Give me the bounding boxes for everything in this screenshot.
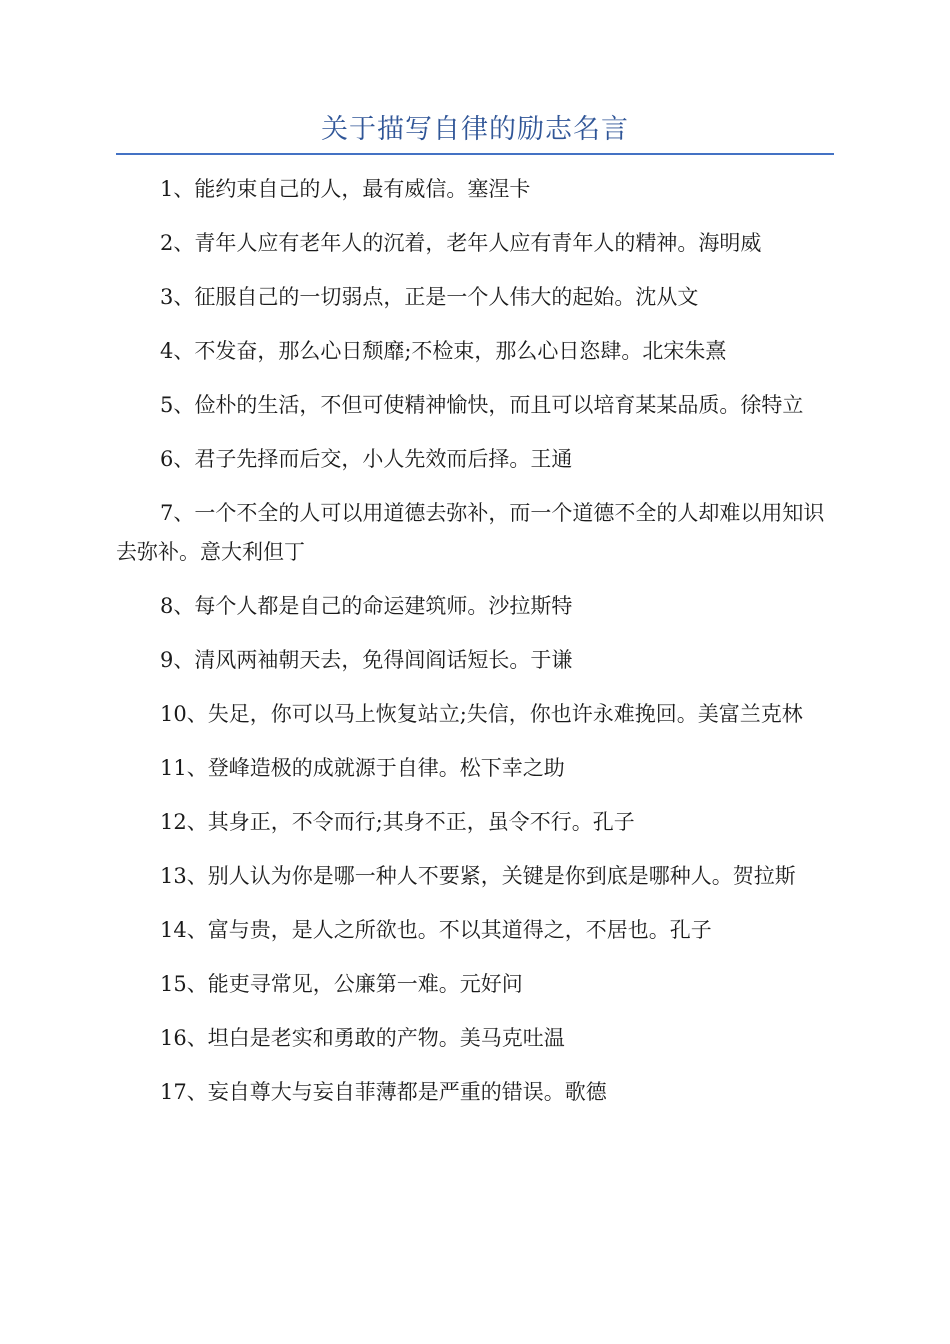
quote-list [116, 170, 834, 1127]
quote-item: 2、青年人应有老年人的沉着，老年人应有青年人的精神。海明威 [160, 231, 762, 255]
quote-item: 16、坦白是老实和勇敢的产物。美马克吐温 [160, 1026, 565, 1050]
quote-item: 12、其身正，不令而行;其身不正，虽令不行。孔子 [160, 810, 635, 834]
quote-item: 17、妄自尊大与妄自菲薄都是严重的错误。歌德 [160, 1080, 607, 1104]
quote-item: 11、登峰造极的成就源于自律。松下幸之助 [160, 756, 565, 780]
quote-item: 14、富与贵，是人之所欲也。不以其道得之，不居也。孔子 [160, 918, 712, 942]
quote-item: 9、清风两袖朝天去，免得闾阎话短长。于谦 [160, 648, 573, 672]
quote-item: 10、失足，你可以马上恢复站立;失信，你也许永难挽回。美富兰克林 [160, 702, 803, 726]
quote-item: 3、征服自己的一切弱点，正是一个人伟大的起始。沈从文 [160, 285, 699, 309]
quote-item: 1、能约束自己的人，最有威信。塞涅卡 [160, 177, 531, 201]
page-title: 关于描写自律的励志名言 [321, 114, 629, 145]
title-underline [116, 153, 834, 155]
quote-item: 6、君子先择而后交，小人先效而后择。王通 [160, 447, 573, 471]
quote-item: 5、俭朴的生活，不但可使精神愉快，而且可以培育某某品质。徐特立 [160, 393, 804, 417]
quote-item: 4、不发奋，那么心日颓靡;不检束，那么心日恣肆。北宋朱熹 [160, 339, 727, 363]
quote-item: 8、每个人都是自己的命运建筑师。沙拉斯特 [160, 594, 573, 618]
quote-item: 13、别人认为你是哪一种人不要紧，关键是你到底是哪种人。贺拉斯 [160, 864, 796, 888]
quote-item: 7、一个不全的人可以用道德去弥补，而一个道德不全的人却难以用知识去弥补。意大利但丁 [116, 501, 825, 564]
quote-item: 15、能吏寻常见，公廉第一难。元好问 [160, 972, 523, 996]
